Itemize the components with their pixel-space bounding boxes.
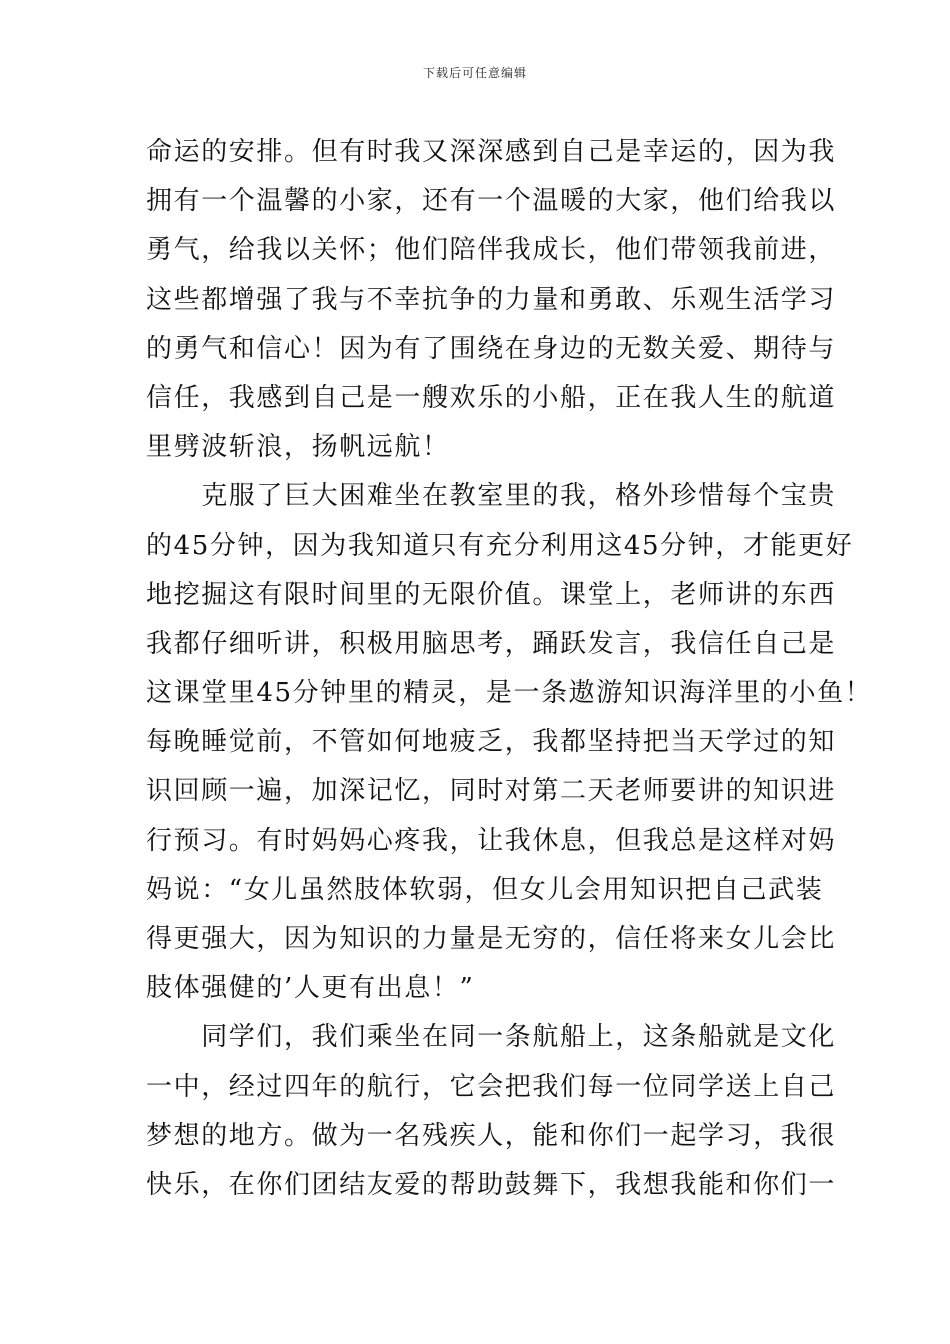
text-line: 命运的安排。但有时我又深深感到自己是幸运的，因为我 (146, 137, 837, 167)
document-body (146, 128, 873, 1210)
text-line: 行预习。有时妈妈心疼我，让我休息，但我总是这样对妈 (146, 825, 837, 856)
text-line: 的勇气和信心！因为有了围绕在身边的无数关爱、期待与 (146, 333, 837, 364)
text-line: 同学们，我们乘坐在同一条航船上，这条船就是文化 (146, 1022, 837, 1053)
text-line: 肢体强健的’人更有出息！” (146, 973, 475, 1004)
text-line: 信任，我感到自己是一艘欢乐的小船，正在我人生的航道 (146, 382, 837, 413)
text-line: 勇气，给我以关怀；他们陪伴我成长，他们带领我前进， (146, 235, 837, 266)
text-line: 梦想的地方。做为一名残疾人，能和你们一起学习，我很 (146, 1120, 837, 1151)
text-line: 的45分钟，因为我知道只有充分利用这45分钟，才能更好 (146, 530, 854, 561)
text-line: 快乐，在你们团结友爱的帮助鼓舞下，我想我能和你们一 (146, 1169, 837, 1200)
text-line: 这课堂里45分钟里的精灵，是一条遨游知识海洋里的小鱼！ (146, 678, 873, 709)
text-line: 拥有一个温馨的小家，还有一个温暖的大家，他们给我以 (146, 186, 837, 217)
text-line: 地挖掘这有限时间里的无限价值。课堂上，老师讲的东西 (146, 579, 837, 610)
text-line: 克服了巨大困难坐在教室里的我，格外珍惜每个宝贵 (146, 481, 837, 512)
text-line: 识回顾一遍，加深记忆，同时对第二天老师要讲的知识进 (146, 776, 837, 807)
text-line: 一中，经过四年的航行，它会把我们每一位同学送上自己 (146, 1071, 837, 1102)
page-header: 下载后可任意编辑 (422, 66, 527, 80)
text-line: 这些都增强了我与不幸抗争的力量和勇敢、乐观生活学习 (146, 284, 837, 315)
text-line: 我都仔细听讲，积极用脑思考，踊跃发言，我信任自己是 (146, 628, 837, 659)
text-line: 得更强大，因为知识的力量是无穷的，信任将来女儿会比 (146, 924, 837, 954)
text-line: 每晚睡觉前，不管如何地疲乏，我都坚持把当天学过的知 (146, 727, 837, 758)
text-line: 里劈波斩浪，扬帆远航！ (146, 432, 450, 463)
text-line: 妈说：“女儿虽然肢体软弱，但女儿会用知识把自己武装 (146, 874, 824, 905)
